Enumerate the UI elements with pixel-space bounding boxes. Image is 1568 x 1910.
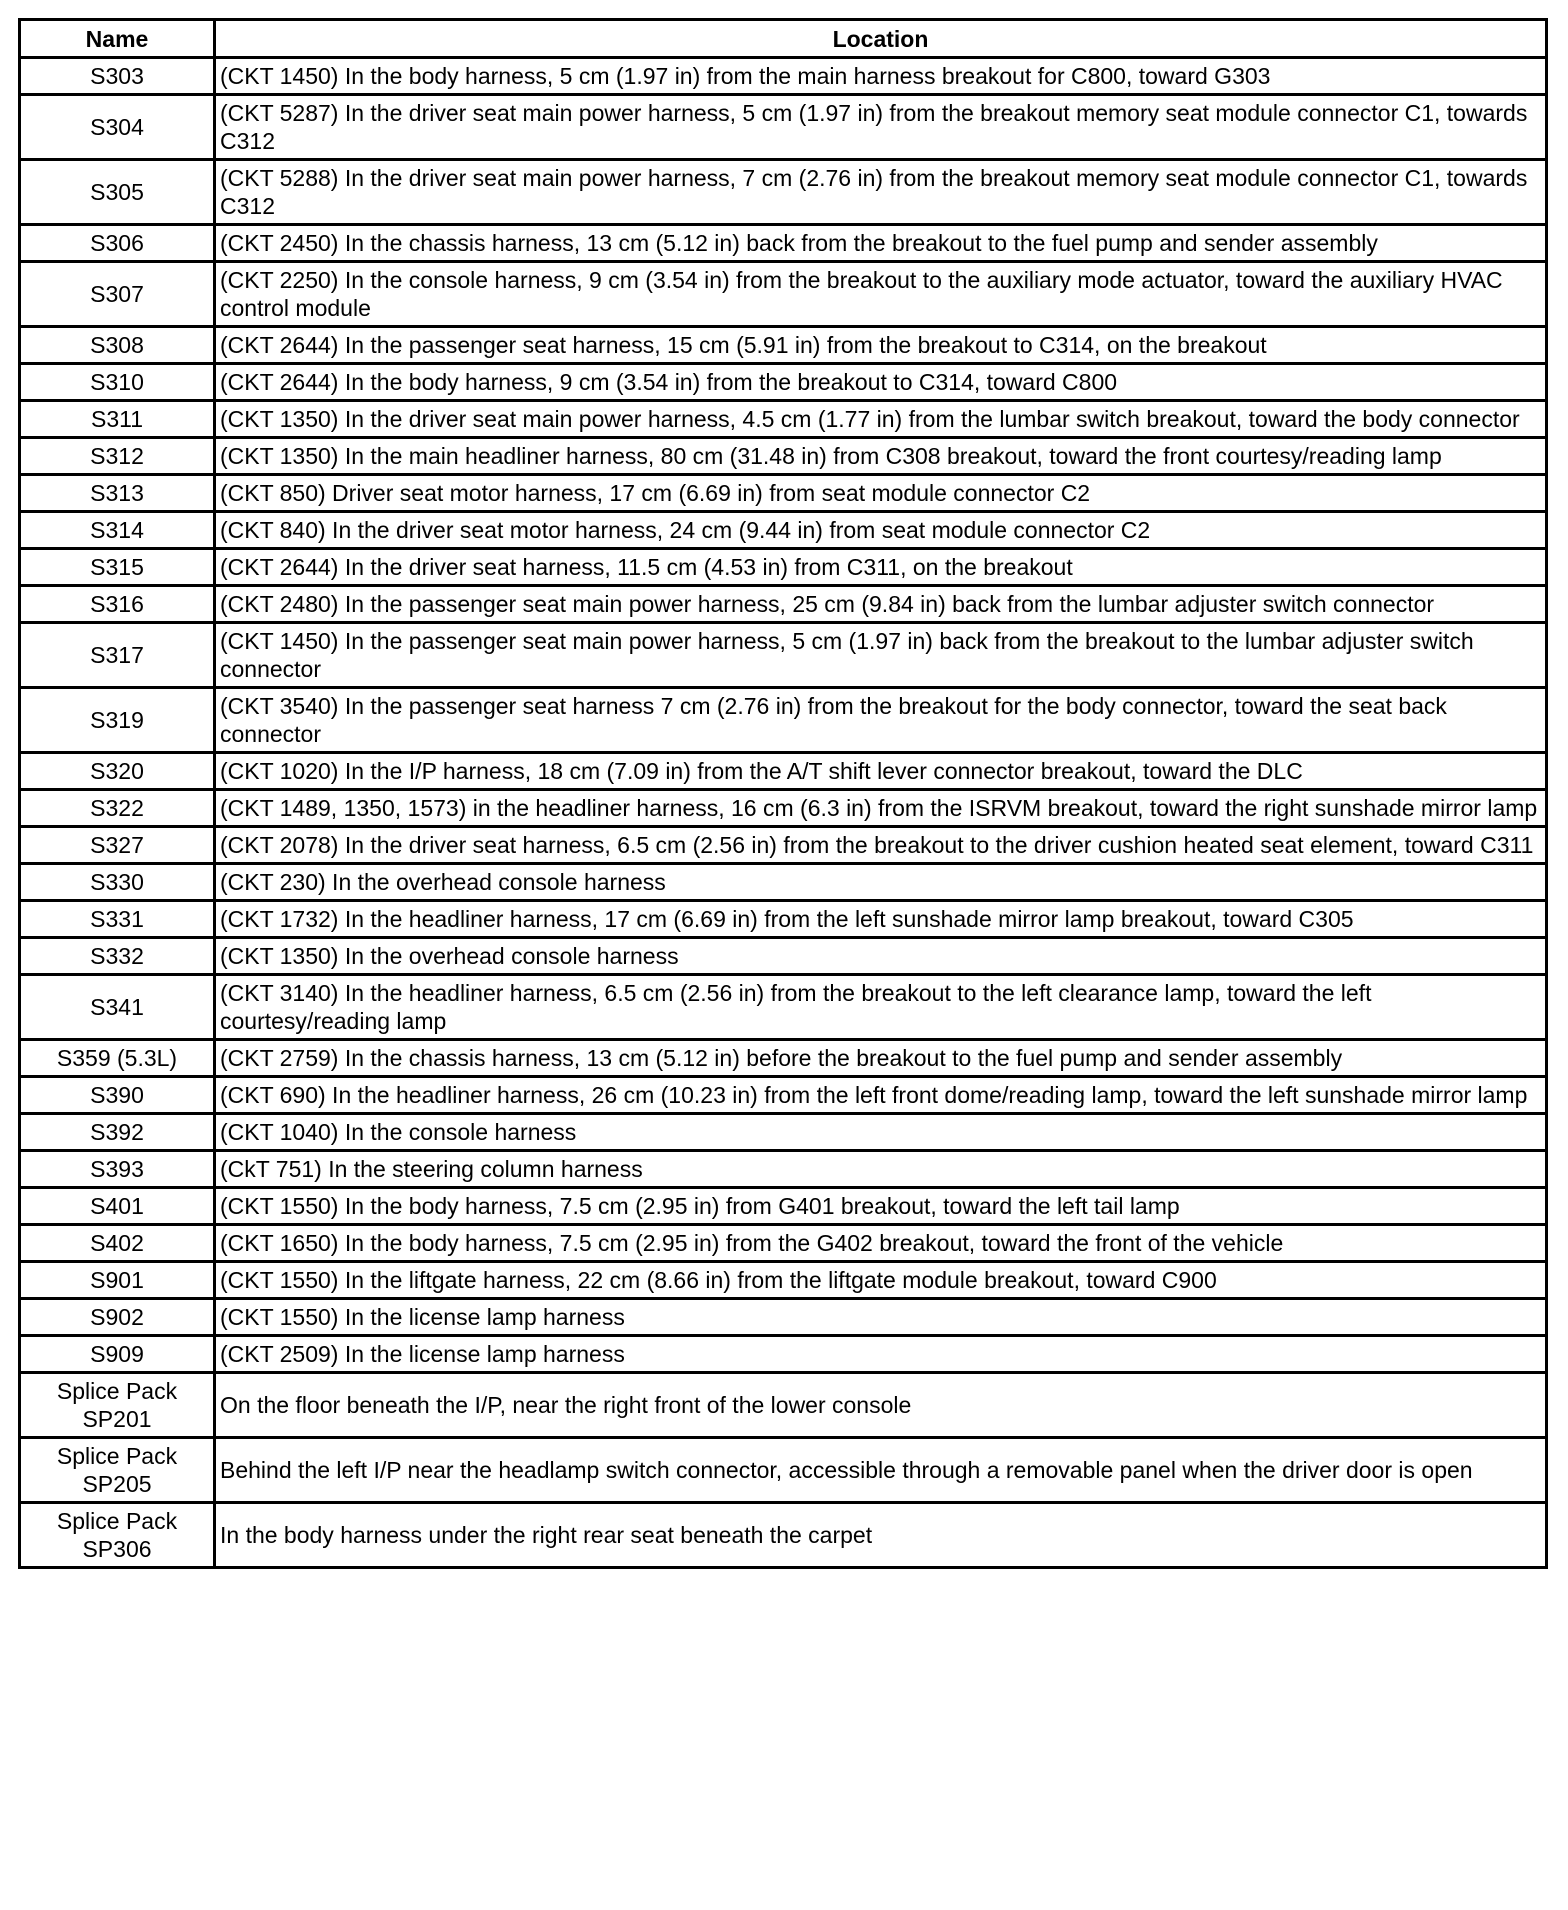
splice-name-cell: S306 [20,225,215,262]
table-row [20,586,1547,623]
column-header-location: Location [215,20,1547,58]
splice-location-cell: (CKT 1550) In the license lamp harness [215,1299,1547,1336]
splice-location-cell: (CKT 1450) In the passenger seat main power harness, 5 cm (1.97 in) back from the breakout to the lumbar adjuster switch connector [215,623,1547,688]
splice-name-cell: S341 [20,975,215,1040]
splice-name-cell: S304 [20,95,215,160]
table-row [20,1438,1547,1503]
splice-location-cell: (CKT 1550) In the body harness, 7.5 cm (2.95 in) from G401 breakout, toward the left tail lamp [215,1188,1547,1225]
splice-location-cell: (CKT 2759) In the chassis harness, 13 cm (5.12 in) before the breakout to the fuel pump and sender assembly [215,1040,1547,1077]
table-row [20,438,1547,475]
table-row [20,327,1547,364]
splice-name-cell: S312 [20,438,215,475]
table-row [20,688,1547,753]
splice-location-cell: (CKT 1650) In the body harness, 7.5 cm (2.95 in) from the G402 breakout, toward the front of the vehicle [215,1225,1547,1262]
table-row [20,827,1547,864]
table-row [20,160,1547,225]
splice-name-cell: Splice Pack SP205 [20,1438,215,1503]
splice-location-cell: (CKT 840) In the driver seat motor harness, 24 cm (9.44 in) from seat module connector C2 [215,512,1547,549]
splice-name-cell: S307 [20,262,215,327]
splice-location-cell: (CKT 230) In the overhead console harness [215,864,1547,901]
splice-name-cell: S401 [20,1188,215,1225]
splice-location-cell: (CKT 1020) In the I/P harness, 18 cm (7.09 in) from the A/T shift lever connector breakout, toward the DLC [215,753,1547,790]
splice-name-cell: S327 [20,827,215,864]
splice-location-cell: (CKT 3140) In the headliner harness, 6.5 cm (2.56 in) from the breakout to the left clearance lamp, toward the left courtesy/reading lamp [215,975,1547,1040]
splice-name-cell: S393 [20,1151,215,1188]
splice-location-cell: On the floor beneath the I/P, near the right front of the lower console [215,1373,1547,1438]
column-header-name: Name [20,20,215,58]
splice-location-cell: (CKT 1550) In the liftgate harness, 22 cm (8.66 in) from the liftgate module breakout, toward C900 [215,1262,1547,1299]
table-row [20,262,1547,327]
splice-name-cell: S331 [20,901,215,938]
splice-location-cell: (CKT 5287) In the driver seat main power harness, 5 cm (1.97 in) from the breakout memory seat module connector C1, towards C312 [215,95,1547,160]
splice-name-cell: S901 [20,1262,215,1299]
table-row [20,1299,1547,1336]
table-row [20,401,1547,438]
table-row [20,1262,1547,1299]
table-row [20,975,1547,1040]
splice-location-cell: (CKT 2078) In the driver seat harness, 6.5 cm (2.56 in) from the breakout to the driver cushion heated seat element, toward C311 [215,827,1547,864]
splice-name-cell: S390 [20,1077,215,1114]
splice-name-cell: S303 [20,58,215,95]
table-row [20,1114,1547,1151]
table-header-row [20,20,1547,58]
splice-location-cell: (CKT 1732) In the headliner harness, 17 cm (6.69 in) from the left sunshade mirror lamp breakout, toward C305 [215,901,1547,938]
table-row [20,1225,1547,1262]
table-row [20,938,1547,975]
table-row [20,1077,1547,1114]
table-row [20,790,1547,827]
splice-name-cell: S314 [20,512,215,549]
table-row [20,1188,1547,1225]
splice-name-cell: S392 [20,1114,215,1151]
splice-location-cell: (CKT 2644) In the body harness, 9 cm (3.54 in) from the breakout to C314, toward C800 [215,364,1547,401]
splice-location-cell: (CKT 850) Driver seat motor harness, 17 cm (6.69 in) from seat module connector C2 [215,475,1547,512]
table-row [20,549,1547,586]
splice-location-cell: (CKT 1350) In the main headliner harness, 80 cm (31.48 in) from C308 breakout, toward the front courtesy/reading lamp [215,438,1547,475]
table-row [20,901,1547,938]
splice-name-cell: S330 [20,864,215,901]
table-row [20,58,1547,95]
splice-name-cell: S902 [20,1299,215,1336]
splice-name-cell: S311 [20,401,215,438]
splice-location-cell: (CKT 2250) In the console harness, 9 cm (3.54 in) from the breakout to the auxiliary mode actuator, toward the auxiliary HVAC control module [215,262,1547,327]
splice-location-cell: (CKT 2480) In the passenger seat main power harness, 25 cm (9.84 in) back from the lumbar adjuster switch connector [215,586,1547,623]
table-row [20,1373,1547,1438]
splice-name-cell: S319 [20,688,215,753]
splice-location-cell: (CkT 751) In the steering column harness [215,1151,1547,1188]
splice-location-table [18,18,1548,1569]
splice-location-cell: (CKT 2644) In the driver seat harness, 11.5 cm (4.53 in) from C311, on the breakout [215,549,1547,586]
table-row [20,864,1547,901]
table-row [20,364,1547,401]
splice-name-cell: S315 [20,549,215,586]
table-row [20,475,1547,512]
splice-name-cell: S305 [20,160,215,225]
splice-name-cell: S322 [20,790,215,827]
splice-name-cell: S359 (5.3L) [20,1040,215,1077]
splice-name-cell: Splice Pack SP306 [20,1503,215,1568]
splice-name-cell: S313 [20,475,215,512]
splice-location-cell: (CKT 2450) In the chassis harness, 13 cm (5.12 in) back from the breakout to the fuel pump and sender assembly [215,225,1547,262]
splice-name-cell: S402 [20,1225,215,1262]
table-row [20,1040,1547,1077]
splice-name-cell: S310 [20,364,215,401]
splice-location-cell: (CKT 2644) In the passenger seat harness, 15 cm (5.91 in) from the breakout to C314, on the breakout [215,327,1547,364]
splice-location-cell: (CKT 690) In the headliner harness, 26 cm (10.23 in) from the left front dome/reading lamp, toward the left sunshade mirror lamp [215,1077,1547,1114]
table-row [20,225,1547,262]
splice-location-cell: (CKT 3540) In the passenger seat harness 7 cm (2.76 in) from the breakout for the body connector, toward the seat back connector [215,688,1547,753]
table-row [20,95,1547,160]
splice-location-cell: In the body harness under the right rear seat beneath the carpet [215,1503,1547,1568]
splice-name-cell: S317 [20,623,215,688]
splice-name-cell: S332 [20,938,215,975]
splice-name-cell: S316 [20,586,215,623]
table-row [20,753,1547,790]
splice-name-cell: Splice Pack SP201 [20,1373,215,1438]
splice-location-cell: (CKT 1350) In the overhead console harness [215,938,1547,975]
table-body [20,58,1547,1568]
table-row [20,1151,1547,1188]
splice-location-cell: (CKT 1450) In the body harness, 5 cm (1.97 in) from the main harness breakout for C800, toward G303 [215,58,1547,95]
splice-location-cell: (CKT 5288) In the driver seat main power harness, 7 cm (2.76 in) from the breakout memory seat module connector C1, towards C312 [215,160,1547,225]
splice-name-cell: S308 [20,327,215,364]
splice-location-cell: Behind the left I/P near the headlamp switch connector, accessible through a removable panel when the driver door is open [215,1438,1547,1503]
splice-name-cell: S909 [20,1336,215,1373]
splice-location-cell: (CKT 2509) In the license lamp harness [215,1336,1547,1373]
splice-name-cell: S320 [20,753,215,790]
splice-location-cell: (CKT 1350) In the driver seat main power harness, 4.5 cm (1.77 in) from the lumbar switch breakout, toward the body connector [215,401,1547,438]
table-row [20,1336,1547,1373]
splice-location-cell: (CKT 1489, 1350, 1573) in the headliner harness, 16 cm (6.3 in) from the ISRVM breakout, toward the right sunshade mirror lamp [215,790,1547,827]
splice-location-cell: (CKT 1040) In the console harness [215,1114,1547,1151]
table-row [20,512,1547,549]
table-row [20,1503,1547,1568]
table-row [20,623,1547,688]
